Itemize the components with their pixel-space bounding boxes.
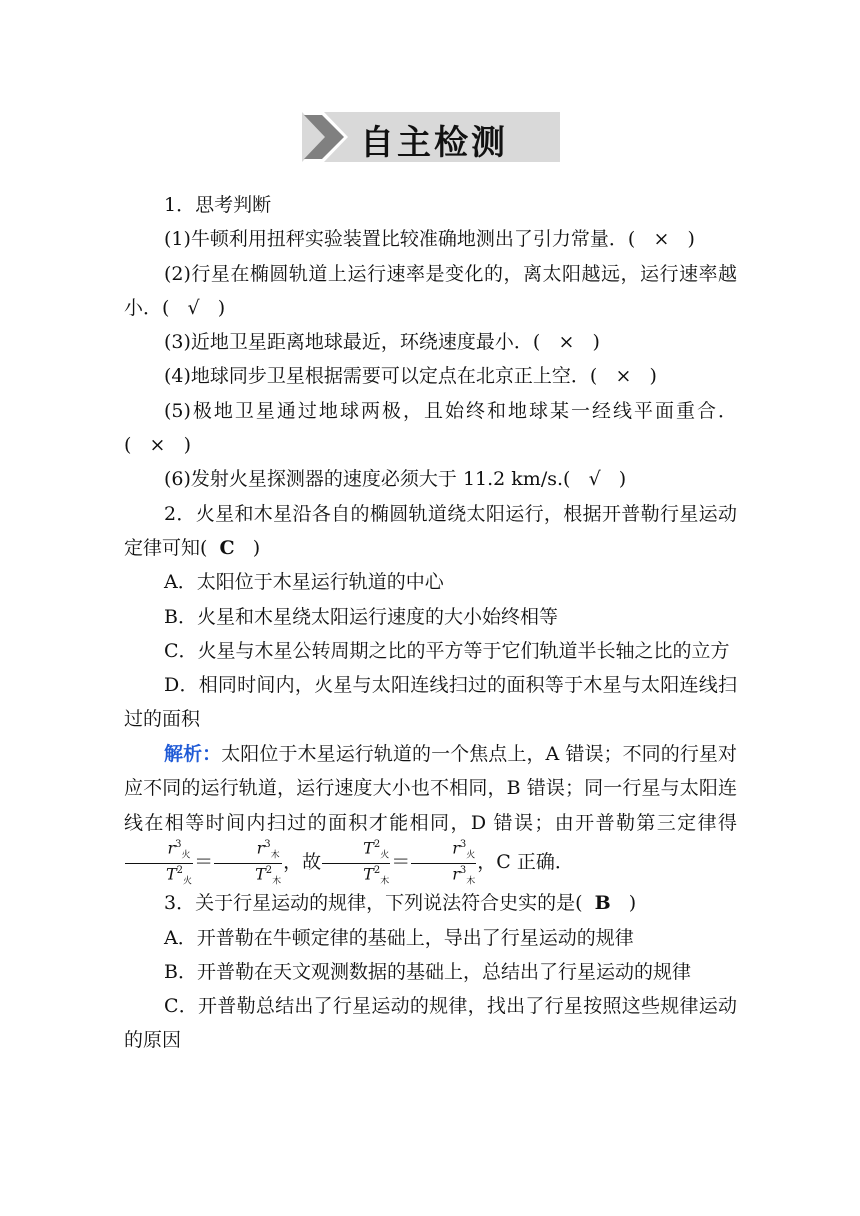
q3-option-b: B．开普勒在天文观测数据的基础上，总结出了行星运动的规律 (164, 960, 691, 983)
q2-stem: 2．火星和木星沿各自的椭圆轨道绕太阳运行，根据开普勒行星运动定律可知( C ) (124, 502, 737, 559)
judge-item: (1)牛顿利用扭秤实验装置比较准确地测出了引力常量．( × ) (164, 228, 695, 251)
judge-answer: √ (588, 468, 601, 491)
q1-heading: 1．思考判断 (164, 194, 272, 216)
q2-option-a: A．太阳位于木星运行轨道的中心 (164, 571, 444, 594)
section-title: 自主检测 (360, 123, 508, 163)
q2-answer: C (219, 536, 235, 559)
q3-option-c: C．开普勒总结出了行星运动的规律，找出了行星按照这些规律运动的原因 (124, 995, 737, 1052)
kepler-formula-right: $\frac{r^3_木}{T^2_木}$ (214, 840, 282, 886)
period-ratio-left: $\frac{T^2_火}{T^2_木}$ (322, 840, 390, 886)
judge-item: (5)极地卫星通过地球两极，且始终和地球某一经线平面重合．( × ) (124, 399, 737, 457)
q2-option-d: D．相同时间内，火星与太阳连线扫过的面积等于木星与太阳连线扫过的面积 (124, 674, 737, 731)
axis-ratio-right: $\frac{r^3_火}{r^3_木}$ (411, 840, 476, 886)
exercise-content (124, 188, 737, 1058)
judge-item: (2)行星在椭圆轨道上运行速率是变化的，离太阳越远，运行速率越小．( √ ) (124, 262, 737, 319)
q3-answer: B (594, 892, 611, 915)
judge-answer: √ (187, 296, 200, 319)
judge-item: (3)近地卫星距离地球最近，环绕速度最小．( × ) (164, 331, 600, 354)
judge-answer: × (558, 331, 575, 354)
q2-option-c: C．火星与木星公转周期之比的平方等于它们轨道半长轴之比的立方 (164, 639, 730, 662)
q2-option-b: B．火星和木星绕太阳运行速度的大小始终相等 (164, 605, 558, 628)
judge-answer: × (615, 365, 632, 388)
judge-answer: × (149, 434, 166, 457)
judge-item: (4)地球同步卫星根据需要可以定点在北京正上空．( × ) (164, 365, 657, 388)
judge-item: (6)发射火星探测器的速度必须大于 11.2 km/s.( √ ) (164, 468, 627, 491)
q3-option-a: A．开普勒在牛顿定律的基础上，导出了行星运动的规律 (164, 926, 634, 949)
analysis-label: 解析： (164, 742, 222, 765)
q2-analysis: 解析：太阳位于木星运行轨道的一个焦点上，A 错误；不同的行星对应不同的运行轨道，运行速度大小也不相同，B 错误；同一行星与太阳连线在相等时间内扫过的面积才能相同，D 错误；由开普勒第三定律得 $\frac{r^3_火}{T^2_火}$ ＝ $\frac{r^3_木}{T^2_木}$ ，故 $\frac{T^2_火}{T^2_木}$ ＝ $\frac{r^3_火}{r^3_木}$ ，C 正确． (124, 742, 737, 887)
q3-stem: 3．关于行星运动的规律，下列说法符合史实的是( B ) (164, 892, 637, 915)
kepler-formula-left: $\frac{r^3_火}{T^2_火}$ (125, 840, 193, 886)
judge-answer: × (653, 228, 670, 251)
chevron-right-icon (302, 112, 352, 162)
section-banner (302, 112, 560, 162)
